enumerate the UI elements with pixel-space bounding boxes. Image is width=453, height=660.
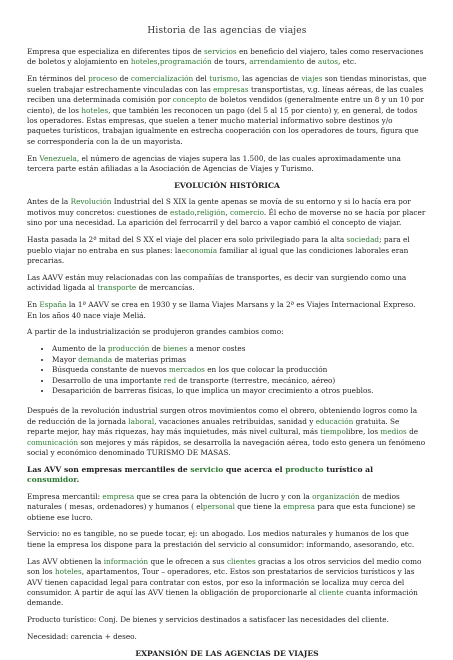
text-run: Búsqueda constante de nuevos — [52, 365, 169, 375]
text-run: Hasta pasada la 2ª mitad del S XX el viaje del placer era solo privilegiado para la alta — [27, 235, 347, 245]
keyword-link[interactable]: empresas — [213, 84, 249, 94]
text-run: ; para el pueblo viajar no entraba en sus planes: la — [27, 235, 410, 255]
text-run: Servicio: no es tangible, no se puede tocar, ej: un abogado. Los medios naturales y humanos de los que tiene la empresa los dispone para la prestación del servicio al consumidor: informando, asesorando, etc. — [27, 529, 415, 549]
text-run: Empresa mercantil: — [27, 491, 103, 501]
text-run: Las AAVV están muy relacionadas con las compañías de transportes, es decir van surgiendo como una actividad ligada al — [27, 272, 407, 293]
section-heading — [27, 649, 427, 659]
paragraph — [27, 557, 427, 609]
text-run: En — [27, 300, 40, 310]
text-run: , vacaciones anuales retribuidas, sanidad y — [154, 416, 316, 426]
keyword-link[interactable]: autos — [317, 57, 339, 67]
paragraph — [27, 235, 427, 266]
paragraph — [27, 406, 427, 458]
text-run: de materias primas — [112, 354, 187, 364]
text-run: de tours, — [211, 57, 250, 67]
text-run: Empresa que especializa en diferentes tipos de — [27, 47, 205, 56]
keyword-link[interactable]: concepto — [172, 95, 207, 105]
keyword-link[interactable]: producción — [107, 344, 150, 354]
text-run: Aumento de la — [52, 344, 108, 354]
text-run: Desarrollo de una importante — [52, 375, 164, 385]
text-run: de — [406, 427, 419, 437]
text-run: son mejores y más rápidos, se desarrolla la navegación aérea, todo esto genera un fenómeno social y económico denominado TURISMO DE MASAS. — [27, 437, 426, 457]
keyword-link[interactable]: religión — [196, 207, 226, 217]
text-run: de — [117, 74, 131, 84]
keyword-link[interactable]: producto — [285, 464, 324, 474]
paragraph — [27, 492, 427, 523]
paragraph — [27, 300, 427, 321]
keyword-link[interactable]: viajes — [301, 74, 323, 84]
keyword-link[interactable]: información — [103, 556, 149, 566]
keyword-link[interactable]: tiempo — [320, 427, 346, 437]
text-run: A partir de la industrialización se produjeron grandes cambios como: — [27, 327, 284, 337]
text-run: En — [27, 153, 40, 163]
bold-statement — [27, 465, 427, 486]
text-run: , el número de agencias de viajes supera las 1.500, de las cuales aproximadamente una tercera parte están afiliadas a la Asociación de Agencias de Viajes y Turismo. — [27, 153, 401, 174]
text-run: Antes de la — [27, 197, 71, 207]
keyword-link[interactable]: demanda — [78, 354, 113, 364]
text-run: , apartamentos, Tour – operadores, etc. Estos son prestatarios de servicios turísticos y las AVV tienen capacidad legal para contratar con estos, por eso la información se localiza muy cerca del consumidor. A partir de aquí las AVV tienen la obligación de proporcionarle al — [27, 567, 415, 597]
text-run: de mercancías. — [136, 283, 195, 293]
text-run: que tiene la — [234, 502, 284, 512]
keyword-link[interactable]: estado — [170, 207, 195, 217]
text-run: que le ofrecen a sus — [148, 556, 227, 566]
keyword-link[interactable]: servicio — [190, 464, 224, 474]
paragraph — [27, 74, 427, 147]
list-item — [52, 386, 427, 396]
keyword-link[interactable]: educación — [315, 416, 354, 426]
keyword-link[interactable]: servicios — [204, 47, 237, 56]
keyword-link[interactable]: mercados — [168, 365, 205, 375]
text-run: de transporte (terrestre, mecánico, aéreo) — [176, 375, 336, 385]
text-run: transportistas, v.g. líneas aéreas, de las cuales reciben una determinada comisión por — [27, 84, 424, 105]
paragraph — [27, 154, 427, 175]
text-run: En términos del — [27, 74, 89, 84]
text-run: , las agencias de — [237, 74, 302, 84]
keyword-link[interactable]: sociedad — [346, 235, 380, 245]
text-run: que se crea para la obtención de lucro y con la — [134, 491, 313, 501]
text-run: Las AVV obtienen la — [27, 556, 104, 566]
bullet-list — [27, 344, 427, 396]
document-body — [27, 47, 427, 660]
text-run: de boletos vendidos (generalmente entre un 8 y un 10 por ciento), de los — [27, 95, 424, 115]
text-run: Mayor — [52, 354, 79, 364]
keyword-link[interactable]: programación — [159, 57, 212, 67]
text-run: familiar al igual que las condiciones laborales eran precarias. — [27, 245, 409, 265]
keyword-link[interactable]: hoteles — [130, 57, 158, 67]
keyword-link[interactable]: laboral — [128, 416, 155, 426]
keyword-link[interactable]: economía — [181, 245, 218, 255]
paragraph — [27, 273, 427, 294]
text-run: Industrial del S XIX la gente apenas se movía de su entorno y si lo hacía era por motivos muy concretos: cuestiones de — [27, 197, 411, 217]
keyword-link[interactable]: cliente — [318, 587, 344, 597]
text-run: . Él echo de moverse no se hacía por placer sino por una necesidad. La aparición del ferrocarril y del barco a vapor cambió el concepto de viajar. — [27, 207, 426, 228]
paragraph — [27, 632, 427, 642]
paragraph — [27, 615, 427, 625]
list-item — [52, 365, 427, 375]
keyword-link[interactable]: empresa — [283, 502, 315, 512]
text-run: turístico al — [323, 464, 373, 474]
text-run: a menor costes — [187, 344, 246, 354]
text-run: son tiendas minoristas, que suelen trabajar estrechamente vinculadas con las — [27, 74, 427, 94]
text-run: EXPANSIÓN DE LAS AGENCIAS DE VIAJES — [135, 649, 319, 659]
text-run: cuanta información demande. — [27, 587, 418, 608]
keyword-link[interactable]: empresa — [102, 491, 135, 501]
text-run: Las AVV son empresas mercantiles de — [27, 464, 191, 474]
keyword-link[interactable]: red — [163, 375, 177, 385]
text-run: EVOLUCIÓN HISTÓRICA — [174, 180, 280, 190]
paragraph — [27, 529, 427, 550]
text-run: en los que colocar la producción — [204, 365, 328, 375]
text-run: del — [193, 74, 210, 84]
paragraph — [27, 197, 427, 228]
list-item — [52, 355, 427, 365]
keyword-link[interactable]: consumidor — [27, 475, 77, 485]
keyword-link[interactable]: medios — [380, 427, 407, 437]
keyword-link[interactable]: bienes — [163, 344, 188, 354]
text-run: de medios naturales ( mesas, ordenadores) y humanos ( el — [27, 491, 400, 512]
text-run: en beneficio del viajero, tales como reservaciones de boletos y alojamiento en — [27, 47, 424, 67]
keyword-link[interactable]: transporte — [97, 283, 137, 293]
text-run: , — [225, 207, 231, 217]
keyword-link[interactable]: Venezuela — [39, 153, 77, 163]
keyword-link[interactable]: turismo — [209, 74, 238, 84]
keyword-link[interactable]: Revolución — [70, 197, 112, 207]
keyword-link[interactable]: organización — [312, 491, 360, 501]
text-run: Desaparición de barreras físicas, lo que implica un mayor crecimiento a otros pueblos. — [52, 385, 374, 395]
keyword-link[interactable]: hoteles — [54, 567, 82, 577]
text-run: , — [194, 207, 197, 217]
keyword-link[interactable]: hoteles — [81, 105, 109, 115]
paragraph — [27, 327, 427, 337]
keyword-link[interactable]: proceso — [88, 74, 118, 84]
text-run: de — [149, 344, 164, 354]
page-title: Historia de las agencias de viajes — [147, 26, 307, 36]
keyword-link[interactable]: personal — [202, 502, 235, 512]
text-run: de — [304, 57, 318, 67]
text-run: , que también les reconocen un pago (del 5 al 15 por ciento) y, en general, de todos los operadores. Estas empresas, que suelen a tener mucho material informativo sobre destinos y/o paquetes turísticos, trabajan igualmente en estrecha cooperación con los operadores de tours, figura que se correspondería con la de un mayorista. — [27, 105, 419, 146]
text-run: que acerca el — [223, 464, 286, 474]
list-item — [52, 376, 427, 386]
text-run: gracias a los otros servicios del medio como son los — [27, 556, 422, 577]
paragraph — [27, 47, 427, 68]
text-run: libre, los — [345, 427, 381, 437]
section-heading — [27, 181, 427, 191]
text-run: Producto turístico: Conj. De bienes y servicios destinados a satisfacer las necesidades del cliente. — [27, 615, 389, 625]
keyword-link[interactable]: clientes — [226, 556, 256, 566]
keyword-link[interactable]: España — [39, 300, 67, 310]
text-run: Después de la revolución industrial surgen otros movimientos como el obrero, obteniendo logros como la de reducción de la jornada — [27, 406, 418, 426]
keyword-link[interactable]: comunicación — [27, 437, 79, 447]
text-run: . — [76, 475, 80, 485]
list-item — [52, 344, 427, 354]
text-run: gratuita. Se reparte mejor, hay más riquezas, hay más inquietudes, más nivel cultural, más — [27, 416, 400, 437]
keyword-link[interactable]: arrendamiento — [249, 57, 305, 67]
text-run: para que esta funcione) se obtiene ese lucro. — [27, 502, 416, 522]
keyword-link[interactable]: comercialización — [130, 74, 194, 84]
text-run: la 1ª AAVV se crea en 1930 y se llama Viajes Marsans y la 2ª es Viajes Internacional Expreso. En los años 40 nace viaje Meliá. — [27, 300, 416, 320]
keyword-link[interactable]: comercio — [230, 207, 264, 217]
text-run: Necesidad: carencia + deseo. — [27, 632, 137, 642]
text-run: , — [157, 57, 160, 67]
text-run: , etc. — [338, 57, 357, 67]
